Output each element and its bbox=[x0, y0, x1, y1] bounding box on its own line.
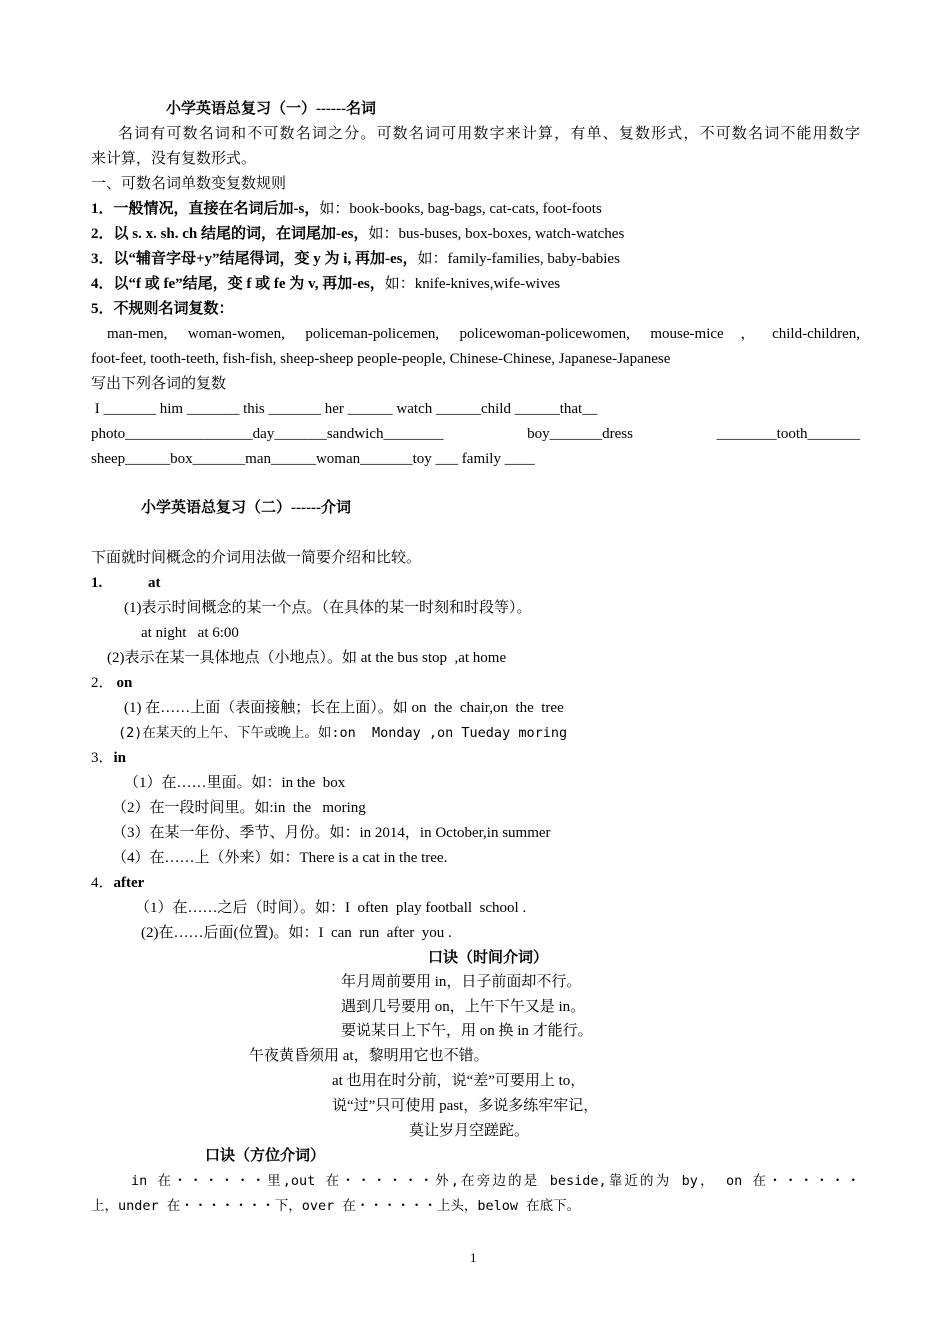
rule-5 bbox=[91, 299, 234, 319]
rule-3-example: 如：family-families, baby-babies bbox=[417, 251, 620, 267]
rule-5-title: 5．不规则名词复数： bbox=[91, 301, 234, 317]
in-usage-1: （1）在……里面。如：in the box bbox=[124, 775, 346, 791]
irregular-list-line1: man-men, woman-women, policeman-policemen, policewoman-policewomen, mouse-mice，child-children, bbox=[107, 326, 860, 342]
exercise-line3: sheep______box_______man______woman_______toy ___ family ____ bbox=[91, 451, 535, 467]
rule-2-title: 2．以 s. x. sh. ch 结尾的词，在词尾加-es， bbox=[91, 226, 369, 242]
rhyme-place-line2: 上，under 在・・・・・・・下，over 在・・・・・・上头，below 在底下。 bbox=[91, 1198, 581, 1214]
at-usage-1: (1)表示时间概念的某一个点。（在具体的某一时刻和时段等）。 bbox=[124, 600, 532, 616]
section2-title: 小学英语总复习（二）------介词 bbox=[141, 500, 351, 516]
rule-4-title: 4．以“f 或 fe”结尾，变 f 或 fe 为 v, 再加-es， bbox=[91, 276, 385, 292]
rhyme-place-line1: in 在・・・・・・里,out 在・・・・・・外,在旁边的是 beside,靠近的为 by， on 在・・・・・・ bbox=[131, 1173, 860, 1189]
page-number: 1 bbox=[470, 1250, 477, 1265]
at-heading-number: 1. bbox=[91, 575, 103, 591]
at-usage-2: (2)表示在某一具体地点（小地点）。如 at the bus stop ,at home bbox=[107, 650, 507, 666]
rule-4 bbox=[91, 274, 560, 294]
after-usage-1: （1）在……之后（时间）。如：I often play football school . bbox=[135, 900, 527, 916]
on-heading bbox=[91, 673, 132, 693]
irregular-list-line2: foot-feet, tooth-teeth, fish-fish, sheep-sheep people-people, Chinese-Chinese, Japanese-Japanese bbox=[91, 351, 671, 367]
exercise-line2: photo_________________day_______sandwich________ boy_______dress ________tooth_______ bbox=[91, 426, 860, 442]
rhyme-time-line: 午夜黄昏须用 at，黎明用它也不错。 bbox=[249, 1048, 489, 1064]
after-heading bbox=[91, 873, 144, 893]
rhyme-time-line: 莫让岁月空蹉跎。 bbox=[409, 1123, 530, 1139]
rule-1 bbox=[91, 199, 602, 219]
rhyme-place-title: 口诀（方位介词） bbox=[205, 1148, 326, 1164]
after-heading-word: after bbox=[113, 875, 145, 891]
section1-intro-line2: 来计算，没有复数形式。 bbox=[91, 151, 257, 167]
in-usage-4: （4）在……上（外来）如：There is a cat in the tree. bbox=[112, 850, 448, 866]
exercise-heading: 写出下列各词的复数 bbox=[91, 376, 227, 392]
after-heading-number: 4． bbox=[91, 875, 114, 891]
exercise-line1: I _______ him _______ this _______ her ______ watch ______child ______that__ bbox=[91, 401, 598, 417]
rhyme-time-line: 年月周前要用 in，日子前面却不行。 bbox=[341, 974, 582, 990]
section1-title: 小学英语总复习（一）------名词 bbox=[166, 101, 376, 117]
rule-1-title: 1．一般情况，直接在名词后加-s， bbox=[91, 201, 320, 217]
after-usage-2: (2)在……后面(位置)。如：I can run after you . bbox=[141, 925, 452, 941]
rule-3-title: 3．以“辅音字母+y”结尾得词，变 y 为 i, 再加-es， bbox=[91, 251, 418, 267]
on-usage-2: (2)在某天的上午、下午或晚上。如:on Monday ,on Tueday moring bbox=[118, 725, 568, 741]
on-heading-word: on bbox=[116, 675, 133, 691]
rules-heading: 一、可数名词单数变复数规则 bbox=[91, 176, 287, 192]
in-usage-3: （3）在某一年份、季节、月份。如：in 2014，in October,in summer bbox=[112, 825, 551, 841]
section2-intro: 下面就时间概念的介词用法做一简要介绍和比较。 bbox=[91, 550, 422, 566]
rhyme-time-line: at 也用在时分前，说“差”可要用上 to， bbox=[332, 1073, 586, 1089]
in-heading bbox=[91, 748, 126, 768]
at-usage-1-example: at night at 6:00 bbox=[141, 625, 239, 641]
in-usage-2: （2）在一段时间里。如:in the moring bbox=[112, 800, 366, 816]
rule-4-example: 如：knife-knives,wife-wives bbox=[384, 276, 561, 292]
rhyme-time-line: 说“过”只可使用 past，多说多练牢牢记， bbox=[332, 1098, 599, 1114]
at-heading-word: at bbox=[148, 575, 161, 591]
on-heading-number: 2． bbox=[91, 675, 114, 691]
section1-intro-line1: 名词有可数名词和不可数名词之分。可数名词可用数字来计算，有单、复数形式，不可数名词不能用数字 bbox=[118, 126, 860, 142]
on-usage-1: (1) 在……上面（表面接触；长在上面）。如 on the chair,on the tree bbox=[124, 700, 564, 716]
rule-2-example: 如：bus-buses, box-boxes, watch-watches bbox=[368, 226, 625, 242]
rhyme-time-title: 口诀（时间介词） bbox=[428, 950, 549, 966]
rhyme-time-line: 遇到几号要用 on，上午下午又是 in。 bbox=[341, 999, 586, 1015]
rule-3 bbox=[91, 249, 620, 269]
rhyme-time-line: 要说某日上下午，用 on 换 in 才能行。 bbox=[341, 1023, 593, 1039]
rule-1-example: 如：book-books, bag-bags, cat-cats, foot-foots bbox=[319, 201, 602, 217]
in-heading-word: in bbox=[113, 750, 127, 766]
rule-2 bbox=[91, 224, 624, 244]
in-heading-number: 3． bbox=[91, 750, 114, 766]
